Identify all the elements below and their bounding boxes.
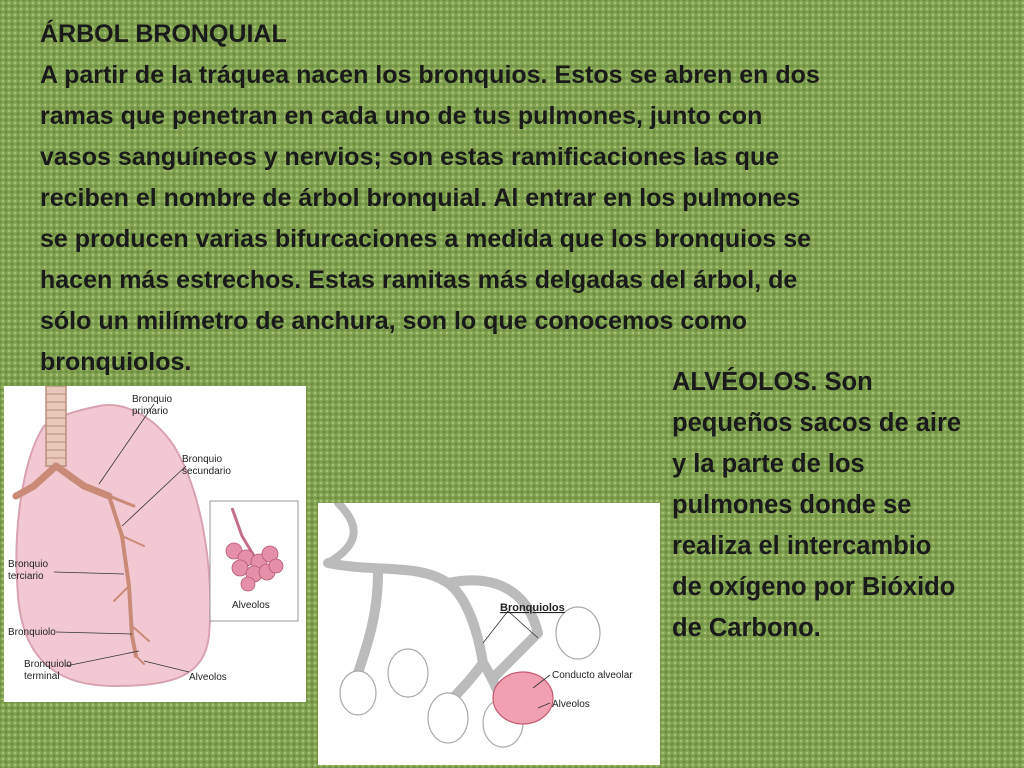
main-line: se producen varias bifurcaciones a medida que los bronquios se [40, 225, 812, 253]
lung-diagram-figure [4, 386, 306, 702]
main-line: ramas que penetran en cada uno de tus pulmones, junto con [40, 102, 763, 130]
main-line: reciben el nombre de árbol bronquial. Al entrar en los pulmones [40, 184, 801, 212]
label-bronquiolo-terminal-2: terminal [24, 671, 60, 682]
side-line: de oxígeno por Bióxido [672, 573, 956, 601]
label-alveolos-inset: Alveolos [232, 600, 270, 611]
side-line: ALVÉOLOS. Son [672, 368, 873, 396]
main-text-block [40, 14, 970, 383]
main-line: sólo un milímetro de anchura, son lo que conocemos como [40, 307, 748, 335]
bronchiole-diagram-svg [318, 503, 660, 765]
label-bronquiolo: Bronquiolo [8, 627, 56, 638]
side-line: pequeños sacos de aire [672, 409, 962, 437]
side-line: pulmones donde se [672, 491, 912, 519]
side-line: de Carbono. [672, 614, 821, 642]
lung-diagram-svg [4, 386, 306, 702]
main-line: bronquiolos. [40, 348, 192, 376]
side-line: realiza el intercambio [672, 532, 932, 560]
label-bronquio-secundario-2: secundario [182, 466, 231, 477]
side-line: y la parte de los [672, 450, 865, 478]
bronchiole-diagram-figure [318, 503, 660, 765]
alveolos-text-block [672, 362, 1012, 649]
label-bronquio-primario-2: primario [132, 406, 169, 417]
label-bronquio-secundario: Bronquio [182, 454, 223, 465]
label-bronquiolos: Bronquiolos [500, 602, 565, 614]
label-bronquio-primario: Bronquio [132, 394, 173, 405]
label-alveolos-main: Alveolos [189, 672, 227, 683]
main-line: vasos sanguíneos y nervios; son estas ramificaciones las que [40, 143, 780, 171]
label-bronquio-terciario: Bronquio [8, 559, 49, 570]
label-bronquio-terciario-2: terciario [8, 571, 44, 582]
label-conducto-alveolar: Conducto alveolar [552, 670, 633, 681]
main-line: A partir de la tráquea nacen los bronquios. Estos se abren en dos [40, 61, 820, 89]
label-bronquiolo-terminal: Bronquiolo [24, 659, 72, 670]
section-title-arbol-bronquial: ÁRBOL BRONQUIAL [40, 20, 287, 48]
main-line: hacen más estrechos. Estas ramitas más delgadas del árbol, de [40, 266, 798, 294]
label-alveolos-bronchiole: Alveolos [552, 699, 590, 710]
